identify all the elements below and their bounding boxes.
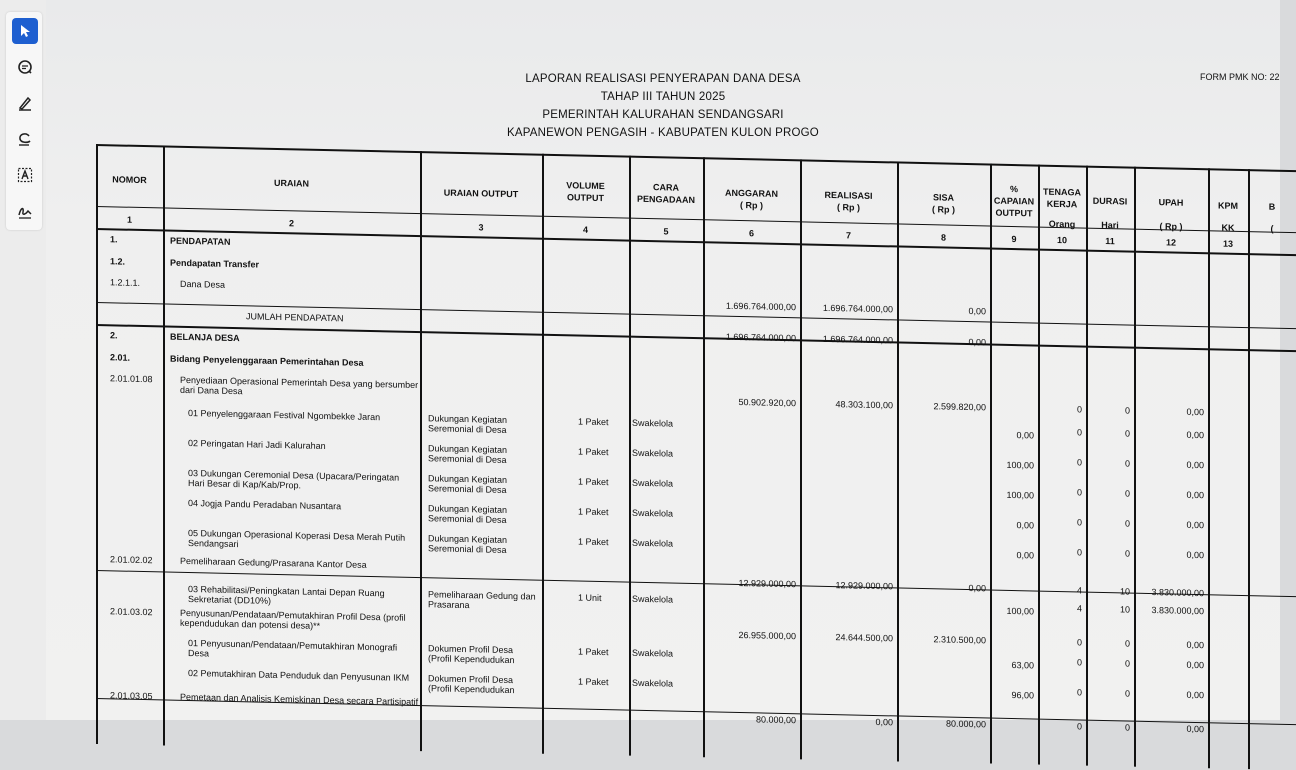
- header-col-8: ( Rp ): [932, 204, 955, 215]
- row-uraian: BELANJA DESA: [170, 331, 240, 344]
- row-realisasi: 1.696.764.000,00: [822, 302, 893, 315]
- column-number-4: 4: [582, 224, 588, 235]
- row-anggaran: 1.696.764.000,00: [725, 300, 796, 313]
- row-tenaga-kerja: 0: [1076, 457, 1082, 468]
- row-uraian: 03 Rehabilitasi/Peningkatan Lantai Depan Ruang Sekretariat (DD10%): [188, 584, 385, 606]
- row-upah: 0,00: [1186, 639, 1204, 651]
- row-volume: 1 Paket: [578, 646, 609, 658]
- row-durasi: 0: [1124, 428, 1130, 439]
- row-upah: 0,00: [1186, 429, 1204, 441]
- row-cara-pengadaan: Swakelola: [632, 507, 674, 519]
- header-col-9: CAPAIAN: [993, 195, 1035, 207]
- col-border-6: [800, 159, 802, 759]
- row-uraian: 03 Dukungan Ceremonial Desa (Upacara/Peringatan Hari Besar di Kap/Kab/Prop.: [188, 468, 400, 491]
- row-uraian: JUMLAH PENDAPATAN: [246, 311, 344, 324]
- row-sisa: 0,00: [968, 337, 986, 348]
- row-number: 2.01.03.02: [110, 606, 153, 618]
- row-tenaga-kerja: 0: [1076, 547, 1082, 558]
- row-upah: 0,00: [1186, 549, 1204, 561]
- row-uraian-output: Dokumen Profil Desa (Profil Kependudukan: [428, 673, 515, 696]
- row-anggaran: 80.000,00: [755, 714, 796, 726]
- row-upah: 3.830.000,00: [1151, 605, 1204, 617]
- row-sisa: 2.310.500,00: [933, 634, 986, 646]
- subheader-col-11: Hari: [1101, 219, 1119, 231]
- subheader-col-10: Orang: [1048, 218, 1076, 230]
- row-upah: 0,00: [1186, 723, 1204, 735]
- form-number: FORM PMK NO: 22: [1200, 72, 1280, 82]
- header-col-2: URAIAN: [274, 177, 309, 189]
- column-number-13: 13: [1222, 238, 1233, 249]
- row-anggaran: 1.696.764.000,00: [725, 331, 796, 344]
- annotation-toolbar: [0, 0, 46, 720]
- report-subtitle: [46, 91, 1280, 103]
- header-col-1: NOMOR: [112, 174, 147, 186]
- row-realisasi: 48.303.100,00: [835, 399, 893, 411]
- row-upah: 0,00: [1186, 659, 1204, 671]
- row-cara-pengadaan: Swakelola: [632, 537, 674, 549]
- row-uraian: 01 Penyelenggaraan Festival Ngombekke Jaran: [188, 408, 381, 423]
- row-durasi: 0: [1124, 638, 1130, 649]
- cursor-icon[interactable]: [12, 18, 38, 44]
- row-durasi: 10: [1119, 604, 1130, 615]
- row-number: 2.: [110, 330, 118, 341]
- row-realisasi: 0,00: [875, 717, 893, 728]
- row-uraian: Penyusunan/Pendataan/Pemutakhiran Profil Desa (profil kependudukan dan potensi desa)**: [180, 607, 406, 631]
- row-number: 2.01.: [110, 352, 131, 363]
- freehand-icon[interactable]: [12, 126, 38, 152]
- column-number-2: 2: [288, 218, 294, 229]
- row-tenaga-kerja: 0: [1076, 657, 1082, 668]
- row-volume: 1 Paket: [578, 446, 609, 458]
- row-number: 2.01.02.02: [110, 554, 153, 566]
- col-border-4: [629, 156, 631, 756]
- row-upah: 0,00: [1186, 689, 1204, 701]
- row-uraian: PENDAPATAN: [170, 235, 231, 247]
- row-volume: 1 Unit: [578, 592, 602, 604]
- title-line-4: KAPANEWON PENGASIH - KABUPATEN KULON PROGO: [507, 127, 819, 139]
- row-uraian: 04 Jogja Pandu Peradaban Nusantara: [188, 498, 342, 512]
- row-cara-pengadaan: Swakelola: [632, 417, 674, 429]
- row-anggaran: 50.902.920,00: [738, 397, 796, 409]
- row-realisasi: 1.696.764.000,00: [822, 333, 893, 346]
- row-number: 1.: [110, 234, 118, 245]
- col-border-5: [703, 157, 705, 757]
- header-col-14: B: [1268, 201, 1276, 212]
- report-region: [46, 127, 1280, 139]
- row-tenaga-kerja: 0: [1076, 404, 1082, 415]
- row-durasi: 0: [1124, 405, 1130, 416]
- row-uraian-output: Dukungan Kegiatan Seremonial di Desa: [428, 533, 508, 555]
- header-col-7: ( Rp ): [837, 202, 860, 213]
- row-durasi: 0: [1124, 488, 1130, 499]
- report-title: [46, 73, 1280, 85]
- row-upah: 0,00: [1186, 459, 1204, 471]
- column-number-12: 12: [1165, 237, 1176, 248]
- comment-icon[interactable]: [12, 54, 38, 80]
- header-col-10: TENAGA: [1043, 186, 1081, 198]
- row-durasi: 10: [1119, 586, 1130, 597]
- row-durasi: 0: [1124, 518, 1130, 529]
- header-col-5: CARA: [653, 182, 679, 193]
- row-sisa: 0,00: [968, 583, 986, 594]
- row-volume: 1 Paket: [578, 676, 609, 688]
- subheader-col-12: ( Rp ): [1159, 221, 1183, 232]
- column-number-6: 6: [748, 228, 754, 239]
- col-border-12: [1208, 168, 1210, 768]
- header-col-8: SISA: [932, 192, 954, 203]
- header-col-10: KERJA: [1046, 198, 1078, 210]
- column-number-5: 5: [663, 226, 669, 237]
- row-tenaga-kerja: 0: [1076, 487, 1082, 498]
- row-volume: 1 Paket: [578, 476, 609, 488]
- col-border-7: [897, 161, 899, 761]
- header-col-9: OUTPUT: [995, 207, 1033, 219]
- row-uraian: Pemetaan dan Analisis Kemiskinan Desa secara Partisipatif: [180, 691, 419, 708]
- row-cara-pengadaan: Swakelola: [632, 647, 674, 659]
- row-cara-pengadaan: Swakelola: [632, 593, 674, 605]
- row-number: 1.2.1.1.: [110, 277, 141, 288]
- column-number-8: 8: [940, 232, 946, 243]
- header-col-5: PENGADAAN: [636, 193, 695, 206]
- row-upah: 3.830.000,00: [1151, 587, 1204, 599]
- row-anggaran: 26.955.000,00: [738, 630, 796, 642]
- row-tenaga-kerja: 0: [1076, 637, 1082, 648]
- row-durasi: 0: [1124, 658, 1130, 669]
- column-number-1: 1: [126, 214, 132, 225]
- row-uraian-output: Dukungan Kegiatan Seremonial di Desa: [428, 473, 508, 495]
- row-tenaga-kerja: 0: [1076, 427, 1082, 438]
- row-realisasi: 24.644.500,00: [835, 632, 893, 644]
- col-border-13: [1248, 169, 1250, 769]
- row-uraian-output: Dukungan Kegiatan Seremonial di Desa: [428, 503, 508, 525]
- row-capaian: 100,00: [1006, 489, 1034, 501]
- row-capaian: 63,00: [1011, 659, 1034, 671]
- document-page: [46, 0, 1280, 735]
- header-col-6: ANGGARAN: [725, 187, 778, 199]
- row-capaian: 0,00: [1016, 430, 1034, 441]
- row-sisa: 0,00: [968, 306, 986, 317]
- header-col-3: URAIAN OUTPUT: [443, 187, 519, 200]
- row-volume: 1 Paket: [578, 536, 609, 548]
- row-tenaga-kerja: 0: [1076, 687, 1082, 698]
- header-col-7: REALISASI: [824, 189, 873, 201]
- row-uraian: 05 Dukungan Operasional Koperasi Desa Merah Putih Sendangsari: [188, 528, 406, 550]
- column-number-3: 3: [478, 222, 484, 233]
- header-col-11: DURASI: [1092, 195, 1128, 207]
- row-uraian: Pemeliharaan Gedung/Prasarana Kantor Desa: [180, 555, 367, 570]
- row-upah: 0,00: [1186, 406, 1204, 418]
- col-border-0: [96, 144, 98, 744]
- col-border-2: [420, 151, 422, 751]
- row-uraian-output: Dokumen Profil Desa (Profil Kependudukan: [428, 643, 515, 666]
- header-col-12: UPAH: [1158, 197, 1184, 208]
- signature-icon[interactable]: [12, 198, 38, 224]
- text-box-icon[interactable]: [12, 162, 38, 188]
- column-number-10: 10: [1056, 234, 1067, 246]
- row-cara-pengadaan: Swakelola: [632, 677, 674, 689]
- col-border-3: [542, 154, 544, 754]
- row-durasi: 0: [1124, 722, 1130, 733]
- row-tenaga-kerja: 4: [1076, 585, 1082, 596]
- column-number-9: 9: [1011, 233, 1017, 245]
- row-capaian: 100,00: [1006, 459, 1034, 471]
- row-number: 1.2.: [110, 256, 126, 267]
- row-uraian-output: Pemeliharaan Gedung dan Prasarana: [428, 589, 536, 611]
- subheader-col-13: KK: [1221, 222, 1235, 233]
- table-border-top: [96, 144, 1296, 172]
- row-uraian: Dana Desa: [180, 278, 226, 290]
- row-durasi: 0: [1124, 458, 1130, 469]
- row-upah: 0,00: [1186, 519, 1204, 531]
- row-volume: 1 Paket: [578, 506, 609, 518]
- row-capaian: 100,00: [1006, 605, 1034, 617]
- row-volume: 1 Paket: [578, 416, 609, 428]
- row-uraian: 02 Pemutakhiran Data Penduduk dan Penyusunan IKM: [188, 668, 410, 683]
- row-uraian: 02 Peringatan Hari Jadi Kalurahan: [188, 438, 326, 452]
- row-tenaga-kerja: 4: [1076, 603, 1082, 614]
- header-col-9: %: [1009, 183, 1018, 195]
- title-line-2: TAHAP III TAHUN 2025: [600, 91, 726, 103]
- row-capaian: 96,00: [1011, 689, 1034, 701]
- header-col-6: ( Rp ): [740, 200, 763, 211]
- row-realisasi: 12.929.000,00: [835, 580, 893, 592]
- header-col-4: VOLUME: [566, 180, 605, 192]
- row-durasi: 0: [1124, 548, 1130, 559]
- row-uraian-output: Dukungan Kegiatan Seremonial di Desa: [428, 443, 508, 465]
- row-anggaran: 12.929.000,00: [738, 578, 796, 590]
- row-capaian: 0,00: [1016, 550, 1034, 561]
- row-uraian: Bidang Penyelenggaraan Pemerintahan Desa: [170, 353, 364, 368]
- row-tenaga-kerja: 0: [1076, 517, 1082, 528]
- row-sisa: 80.000,00: [945, 718, 986, 730]
- row-number: 2.01.03.05: [110, 690, 153, 702]
- row-cara-pengadaan: Swakelola: [632, 477, 674, 489]
- row-number: 2.01.01.08: [110, 373, 153, 385]
- row-upah: 0,00: [1186, 489, 1204, 501]
- row-uraian: Penyediaan Operasional Pemerintah Desa yang bersumber dari Dana Desa: [180, 374, 419, 397]
- report-government: [46, 109, 1280, 121]
- row-cara-pengadaan: Swakelola: [632, 447, 674, 459]
- column-number-11: 11: [1105, 236, 1115, 247]
- row-uraian-output: Dukungan Kegiatan Seremonial di Desa: [428, 413, 508, 435]
- title-line-1: LAPORAN REALISASI PENYERAPAN DANA DESA: [525, 73, 801, 85]
- column-number-7: 7: [845, 230, 851, 241]
- row-capaian: 0,00: [1016, 520, 1034, 531]
- row-sisa: 2.599.820,00: [933, 401, 986, 413]
- header-col-4: OUTPUT: [567, 192, 604, 204]
- report-table: [96, 144, 1296, 770]
- title-line-3: PEMERINTAH KALURAHAN SENDANGSARI: [542, 109, 784, 121]
- header-col-13: KPM: [1218, 200, 1238, 211]
- row-tenaga-kerja: 0: [1076, 721, 1082, 732]
- subheader-col-14: (: [1270, 223, 1274, 234]
- tool-panel: [6, 12, 42, 230]
- row-uraian: 01 Penyusunan/Pendataan/Pemutakhiran Monografi Desa: [188, 638, 398, 659]
- pen-icon[interactable]: [12, 90, 38, 116]
- row-uraian: Pendapatan Transfer: [170, 257, 260, 270]
- row-durasi: 0: [1124, 688, 1130, 699]
